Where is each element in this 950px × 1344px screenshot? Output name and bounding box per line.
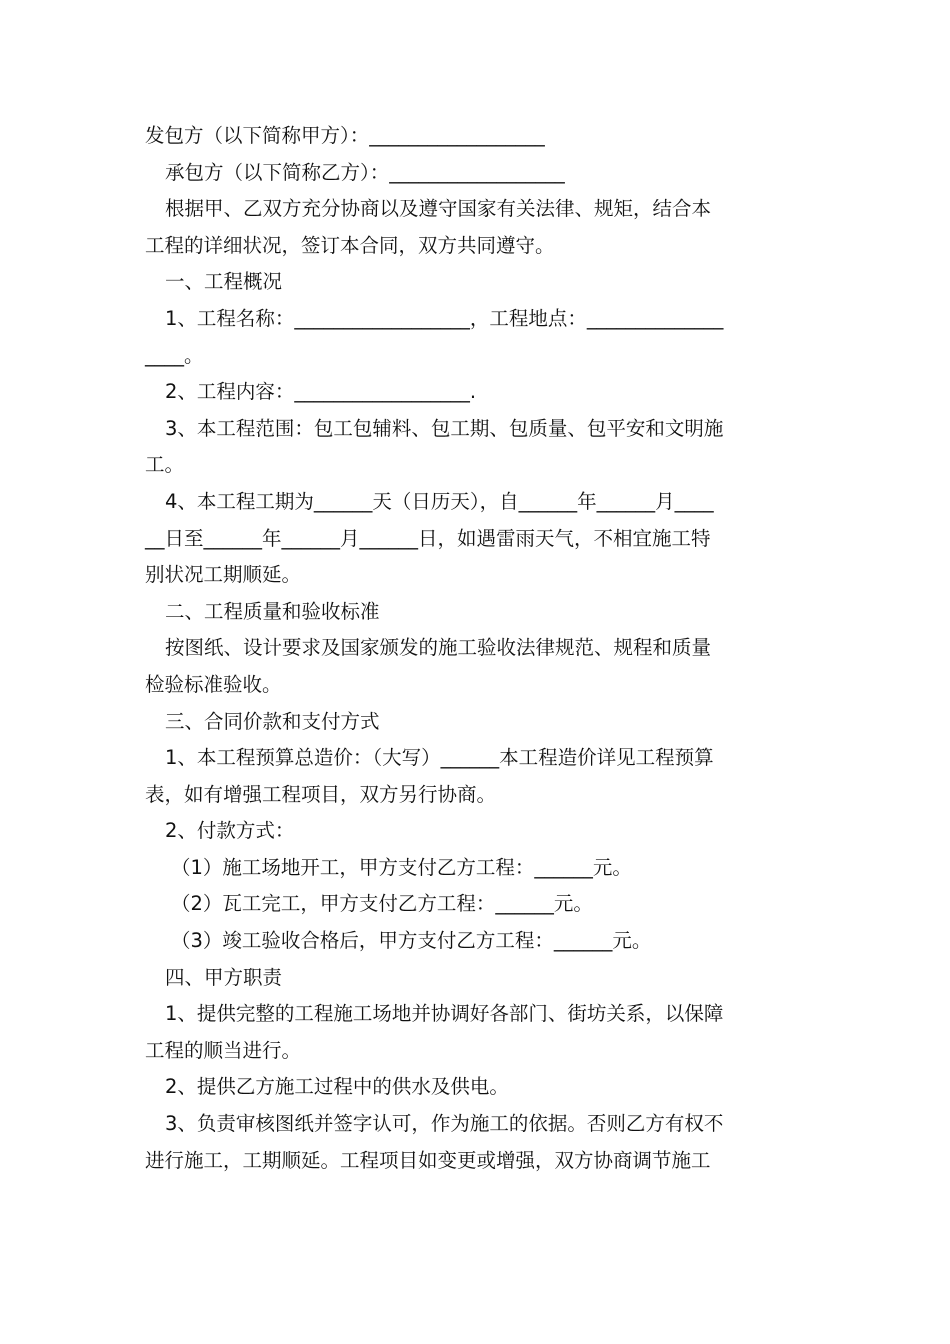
clause-line: 别状况工期顺延。 (145, 563, 302, 587)
clause-line: 4、本工程工期为______天（日历天），自______年______月____ (165, 489, 714, 513)
clause-line: 1、工程名称：__________________，工程地点：______________ (165, 306, 724, 330)
section-heading-2: 二、工程质量和验收标准 (165, 599, 380, 623)
payment-item: （2）瓦工完工，甲方支付乙方工程：______元。 (171, 892, 593, 916)
clause-line: __日至______年______月______日，如遇雷雨天气，不相宜施工特 (145, 526, 711, 550)
section-heading-1: 一、工程概况 (165, 270, 283, 294)
contract-body (145, 118, 810, 1179)
clause-line: 按图纸、设计要求及国家颁发的施工验收法律规范、规程和质量 (165, 636, 712, 660)
payment-item: （1）施工场地开工，甲方支付乙方工程：______元。 (171, 855, 632, 879)
section-heading-4: 四、甲方职责 (165, 965, 283, 989)
party-b-line: 承包方（以下简称乙方）：__________________ (165, 160, 565, 184)
preamble-line-2: 工程的详细状况，签订本合同，双方共同遵守。 (145, 233, 555, 257)
clause-line: 2、工程内容：__________________. (165, 380, 477, 404)
payment-item: （3）竣工验收合格后，甲方支付乙方工程：______元。 (171, 929, 652, 953)
clause-line: 3、负责审核图纸并签字认可，作为施工的依据。否则乙方有权不 (165, 1112, 724, 1136)
clause-line: 3、本工程范围：包工包辅料、包工期、包质量、包平安和文明施 (165, 416, 724, 440)
clause-line: 检验标准验收。 (145, 672, 282, 696)
clause-line: 1、本工程预算总造价：（大写）______本工程造价详见工程预算 (165, 746, 714, 770)
section-heading-3: 三、合同价款和支付方式 (165, 709, 380, 733)
clause-line: 工。 (145, 453, 185, 477)
clause-line: 进行施工，工期顺延。工程项目如变更或增强，双方协商调节施工 (145, 1148, 711, 1172)
clause-line: 表，如有增强工程项目，双方另行协商。 (145, 782, 497, 806)
clause-line: 1、提供完整的工程施工场地并协调好各部门、街坊关系，以保障 (165, 1002, 724, 1026)
clause-line: 2、提供乙方施工过程中的供水及供电。 (165, 1075, 509, 1099)
party-a-line: 发包方（以下简称甲方）：__________________ (145, 124, 545, 147)
clause-line: ____。 (145, 343, 204, 367)
clause-line: 2、付款方式： (165, 819, 295, 843)
clause-line: 工程的顺当进行。 (145, 1038, 302, 1062)
preamble-line-1: 根据甲、乙双方充分协商以及遵守国家有关法律、规矩，结合本 (165, 197, 712, 221)
